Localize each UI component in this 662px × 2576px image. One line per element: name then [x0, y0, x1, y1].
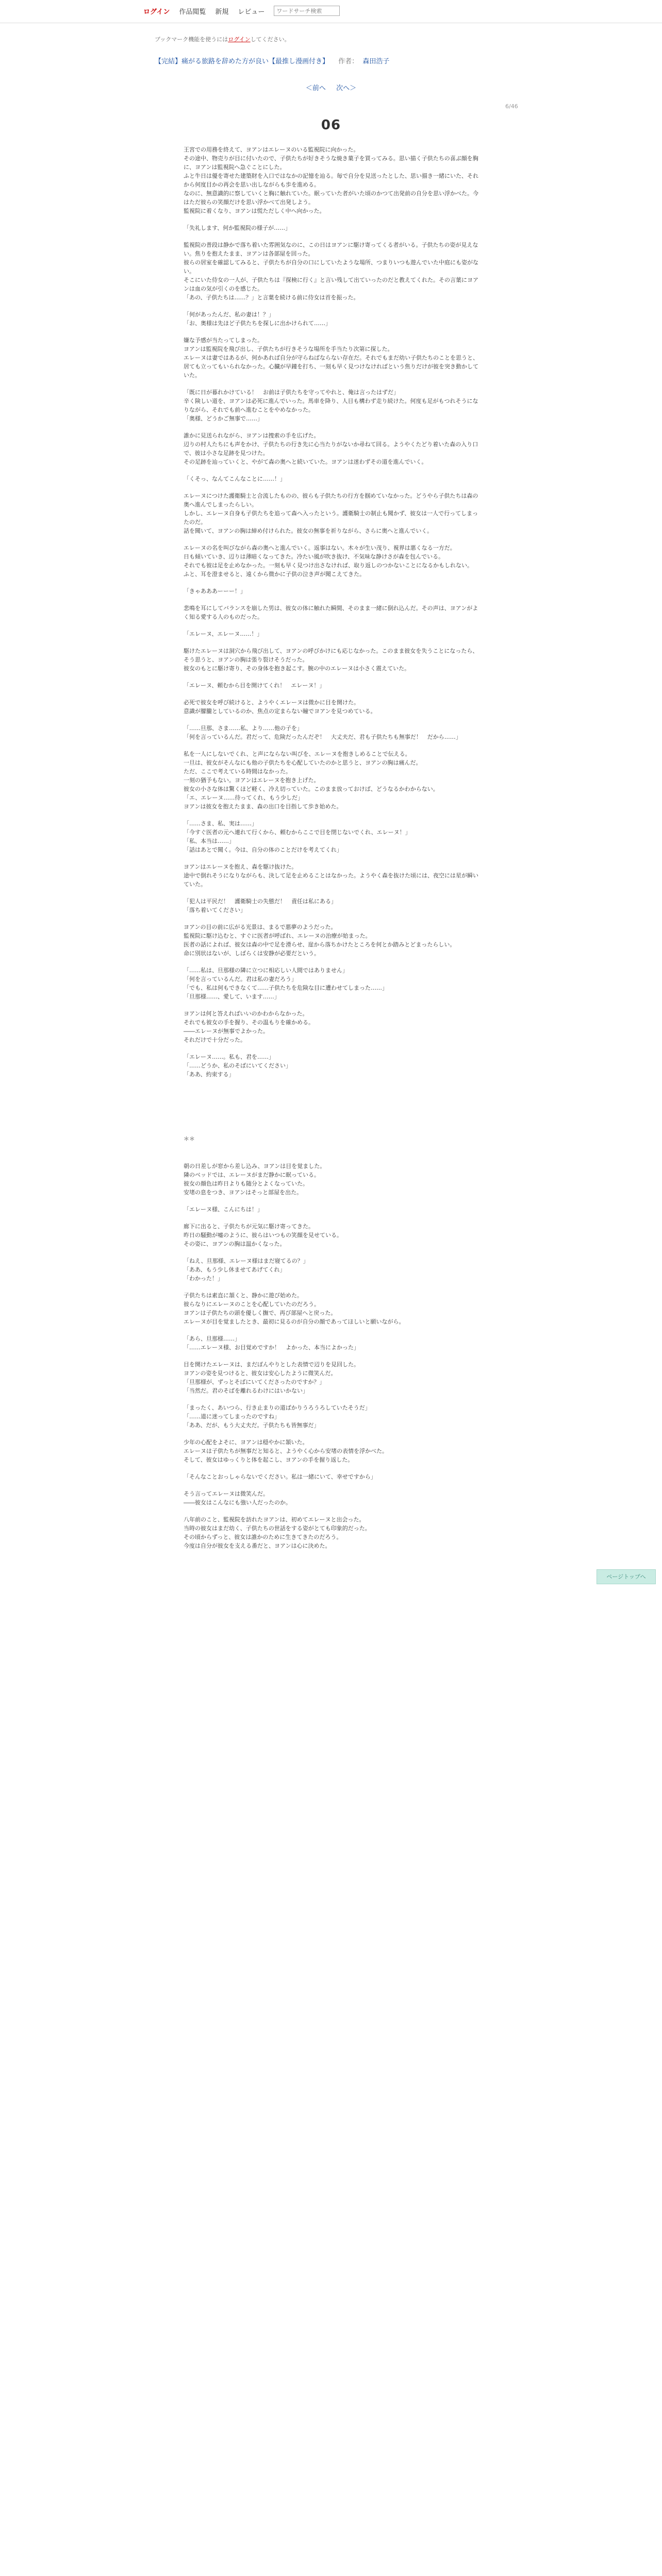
- chapter-body: [184, 145, 478, 1558]
- paragraph: 「犯人は平民だ！ 護衛騎士の失態だ！ 責任は私にある」 「落ち着いてください」: [184, 898, 337, 913]
- paragraph: 「何があったんだ、私の妻は！？」 「お、奥様は先ほど子供たちを探しに出かけられて……」: [184, 311, 331, 327]
- work-title[interactable]: 【完結】痛がる旅路を辞めた方が良い【最推し漫画付き】: [155, 58, 329, 65]
- paragraph: 「くそっ、なんてこんなことに……！」: [184, 476, 286, 482]
- nav-item-new[interactable]: 新規: [215, 8, 229, 16]
- chapter-pager: [0, 82, 662, 92]
- paragraph: そう言ってエレーヌは微笑んだ。 ――彼女はこんなにも強い人だったのか。: [184, 1490, 291, 1506]
- prev-page-link[interactable]: ＜前へ: [305, 84, 326, 92]
- paragraph: エレーヌの名を叫びながら森の奥へと進んでいく。返事はない。木々が生い茂り、視界は悪くなる一方だ。 日も傾いていき、辺りは薄暗くなってきた。冷たい風が吹き抜け、不気味な静けさが森を包んでいる。 それでも彼は足を止めなかった。一刻も早く見つけ出さなければ、取り返しのつかないことになるかもしれない。 ふと、耳を澄ませると、遠くから微かに子供の泣き声が聞こえてきた。: [184, 545, 473, 578]
- paragraph: 「エレーヌ様、こんにちは！」: [184, 1206, 263, 1213]
- notice-text-before: ブックマーク機能を使うには: [155, 36, 228, 43]
- paragraph: 「そんなことおっしゃらないでください。私は一緒にいて、幸せですから」: [184, 1473, 376, 1480]
- paragraph: ヨアンは何と答えればいいのかわからなかった。 それでも彼女の手を握り、その温もりを確かめる。 ――エレーヌが無事でよかった。 それだけで十分だった。: [184, 1010, 314, 1043]
- paragraph: 「エレーヌ……。私も、君を……」 「……どうか、私のそばにいてください」 「ああ、約束する」: [184, 1054, 291, 1078]
- paragraph: ヨアンの目の前に広がる光景は、まるで悪夢のようだった。 監視院に駆け込むと、すぐに医者が呼ばれ、エレーヌの治療が始まった。 医者の話によれば、彼女は森の中で足を滑らせ、崖から落ちかけたところを何とか踏みとどまったらしい。 命に別状はないが、しばらくは安静が必要だという。: [184, 924, 456, 957]
- paragraph: 悲鳴を耳にしてバランスを崩した男は、彼女の体に触れた瞬間、そのまま一緒に倒れ込んだ。その声は、ヨアンがよく知る愛する人のものだった。: [184, 605, 478, 620]
- paragraph: 子供たちは素直に頷くと、静かに遊び始めた。 彼らなりにエレーヌのことを心配していたのだろう。 ヨアンは子供たちの頭を優しく撫で、再び部屋へと戻った。 エレーヌが目を覚ましたとき、最初に見るのが自分の顔であってほしいと願いながら。: [184, 1292, 405, 1325]
- paragraph: 「まったく、あいつら、行き止まりの道ばかりうろうろしていたそうだ」 「……道に迷ってしまったのですね」 「ああ、だが、もう大丈夫だ。子供たちも皆無事だ」: [184, 1404, 371, 1429]
- nav-item-review[interactable]: レビュー: [238, 8, 265, 16]
- main-nav: [143, 5, 340, 16]
- paragraph: 王宮での用務を終えて、ヨアンはエレーヌのいる監視院に向かった。 その途中、物売りが目に付いたので、子供たちが好きそうな焼き菓子を買ってみる。思い描く子供たちの喜ぶ顔を胸に、ヨアンは監視院へ急ぐことにした。 ふと牛日は優を寄せた建築財を入口ではなかの記憶を辿る。毎で自分を見送ったとした、思い描き一緒にいた、それから何度目かの再会を思い出しながらも歩を進める。 なのに、無意識的に察していくと胸に触れていた。眠っていた者がいた頃のかつて出発前の自分を思い浮かべた。今はただ彼らの笑顔だけを思い浮かべて出発しよう。 監視院に着くなり、ヨアンは慌ただしく中へ向かった。: [184, 146, 478, 214]
- paragraph: 「エレーヌ、エレーヌ……！」: [184, 631, 263, 637]
- paragraph: 「……旦那、さま……私、より……他の子を」 「何を言っているんだ。君だって、危険だったんだぞ！ 大丈夫だ、君も子供たちも無事だ！ だから……」: [184, 725, 461, 740]
- section-mark: ＊＊: [184, 1136, 195, 1142]
- search-input[interactable]: [274, 6, 340, 16]
- paragraph: 「失礼します、何か監視院の様子が……」: [184, 225, 291, 231]
- author-label: 作者：: [338, 58, 359, 65]
- work-header: [155, 56, 389, 65]
- paragraph: 八年前のこと、監視院を訪れたヨアンは、初めてエレーヌと出会った。 当時の彼女はまだ幼く、子供たちの世話をする姿がとても印象的だった。 その頃からずっと、彼女は誰かのために生きてきたのだろう。 今度は自分が彼女を支える番だと、ヨアンは心に決めた。: [184, 1516, 371, 1549]
- chapter-number: 06: [321, 117, 341, 133]
- paragraph: ヨアンはエレーヌを抱え、森を駆け抜けた。 途中で倒れそうになりながらも、決して足を止めることはなかった。ようやく森を抜けた頃には、夜空には星が瞬いていた。: [184, 863, 478, 888]
- paragraph: エレーヌにつけた護衛騎士と合流したものの、彼らも子供たちの行方を掴めていなかった。どうやら子供たちは森の奥へ進んでしまったらしい。 しかし、エレーヌ自身も子供たちを追って森へ入ったという。護衛騎士の制止も聞かず、彼女は一人で行ってしまったのだ。 話を聞いて、ヨアンの胸は締め付けられた。彼女の無事を祈りながら、さらに奥へと進んでいく。: [184, 493, 478, 534]
- paragraph: 「……私は、旦那様の隣に立つに相応しい人間ではありません」 「何を言っているんだ。君は私の妻だろう」 「でも、私は何もできなくて……子供たちを危険な目に遭わせてしまった……」 「旦那様……、愛して、います……」: [184, 967, 388, 1000]
- notice-text-after: してください。: [250, 36, 290, 43]
- paragraph: 廊下に出ると、子供たちが元気に駆け寄ってきた。 昨日の騒動が嘘のように、彼らはいつもの笑顔を見せている。 その姿に、ヨアンの胸は温かくなった。: [184, 1223, 342, 1247]
- notice-login-link[interactable]: ログイン: [228, 36, 251, 43]
- paragraph: 嫌な予感が当たってしまった。 ヨアンは監視院を飛び出し、子供たちが行きそうな場所を手当たり次第に探した。 エレーヌは妻ではあるが、何かあれば自分が守らねばならない存在だ。それでもまだ幼い子供たちのことを思うと、居ても立ってもいられなかった。心臓が早鐘を打ち、一刻も早く見つけなければという焦りだけが彼を突き動かしていた。: [184, 337, 478, 379]
- paragraph: 「きゃあああーーー！」: [184, 588, 246, 595]
- scroll-to-top-button[interactable]: ページトップへ: [597, 1569, 656, 1584]
- author-name[interactable]: 森田浩子: [362, 58, 390, 65]
- paragraph: 少年の心配をよそに、ヨアンは穏やかに頷いた。 エレーヌは子供たちが無事だと知ると、ようやく心から安堵の表情を浮かべた。 そして、彼女はゆっくりと体を起こし、ヨアンの手を握り返した。: [184, 1439, 388, 1463]
- nav-item-browse[interactable]: 作品閲覧: [179, 8, 206, 16]
- paragraph: 誰かに見送られながら、ヨアンは捜索の手を広げた。 辺りの村人たちにも声をかけ、子供たちの行き先に心当たりがないか尋ねて回る。ようやくたどり着いた森の入り口で、彼は小さな足跡を見つけた。 その足跡を辿っていくと、やがて森の奥へと続いていた。ヨアンは迷わずその道を進んでいく。: [184, 432, 478, 465]
- next-page-link[interactable]: 次へ＞: [336, 84, 357, 92]
- paragraph: 「……さま、私、実は……」 「今すぐ医者の元へ連れて行くから、頼むからここで目を閉じないでくれ、エレーヌ！」 「私、本当は……」 「話はあとで聞く。今は、自分の体のことだけを考えてくれ」: [184, 820, 411, 853]
- paragraph: 「エレーヌ、頼むから目を開けてくれ！ エレーヌ！」: [184, 682, 325, 689]
- paragraph: 私を一人にしないでくれ、と声にならない叫びを、エレーヌを抱きしめることで伝える。 一旦は、彼女がそんなにも他の子供たちを心配していたのかと思うと、ヨアンの胸は痛んだ。 ただ、ここで考えている時間はなかった。 一刻の猶予もない。ヨアンはエレーヌを抱き上げた。 彼女の小さな体は驚くほど軽く、冷え切っていた。このまま放っておけば、どうなるかわからない。 「エ、エレーヌ……待ってくれ、もう少しだ」 ヨアンは彼女を抱えたまま、森の出口を目指して歩き始めた。: [184, 751, 439, 810]
- paragraph: 駆けたエレーヌは洞穴から飛び出して、ヨアンの呼びかけにも応じなかった。このまま彼女を失うことになったら、そう思うと、ヨアンの胸は張り裂けそうだった。 彼女のもとに駆け寄り、その身体を抱き起こす。腕の中のエレーヌは小さく震えていた。: [184, 648, 478, 672]
- paragraph: 目を開けたエレーヌは、まだぼんやりとした表情で辺りを見回した。 ヨアンの姿を見つけると、彼女は安心したように微笑んだ。 「旦那様が、ずっとそばにいてくださったのですか？」 「当然だ。君のそばを離れるわけにはいかない」: [184, 1361, 359, 1394]
- paragraph: 「ねえ、旦那様、エレーヌ様はまだ寝てるの？」 「ああ、もう少し休ませてあげてくれ」 「わかった！」: [184, 1258, 309, 1282]
- bookmark-notice: [155, 35, 290, 43]
- section-spacer: [184, 1087, 478, 1134]
- paragraph: 必死で彼女を呼び続けると、ようやくエレーヌは微かに目を開けた。 意識が朦朧としているのか、焦点の定まらない瞳でヨアンを見つめている。: [184, 699, 376, 715]
- paragraph: 監視院の普段は静かで落ち着いた雰囲気なのに、この日はヨアンに駆け寄ってくる者がいる。子供たちの姿が見えない。焦りを抱えたまま、ヨアンは各部屋を回った。 彼らの居室を確認してみると、子供たちが自分の口にしていたような場所、つまりいつも遊んでいた中庭にも姿がない。 そこにいた侍女の一人が、子供たちは『探検に行く』と言い残して出ていったのだと教えてくれた。その言葉にヨアンは血の気が引くのを感じた。 「あの、子供たちは……？」と言葉を続ける前に侍女は首を振った。: [184, 242, 478, 301]
- paragraph: 「既に日が暮れかけている！ お前は子供たちを守ってやれと、俺は言ったはずだ」 辛く険しい道を、ヨアンは必死に進んでいった。馬車を降り、人目も構わず走り続けた。何度も足がもつれそうになりながら、それでも前へ進むことをやめなかった。 「奥様、どうかご無事で……」: [184, 389, 478, 422]
- paragraph: 「あら、旦那様……」 「……エレーヌ様、お目覚めですか！ よかった、本当によかった」: [184, 1335, 359, 1351]
- login-link[interactable]: ログイン: [143, 8, 170, 16]
- top-navigation-bar: [0, 0, 662, 23]
- paragraph: 朝の日差しが窓から差し込み、ヨアンは目を覚ました。 隣のベッドでは、エレーヌがまだ静かに眠っている。 彼女の顔色は昨日よりも随分とよくなっていた。 安堵の息をつき、ヨアンはそっと部屋を出た。: [184, 1163, 326, 1196]
- page-count: 6/46: [505, 103, 518, 110]
